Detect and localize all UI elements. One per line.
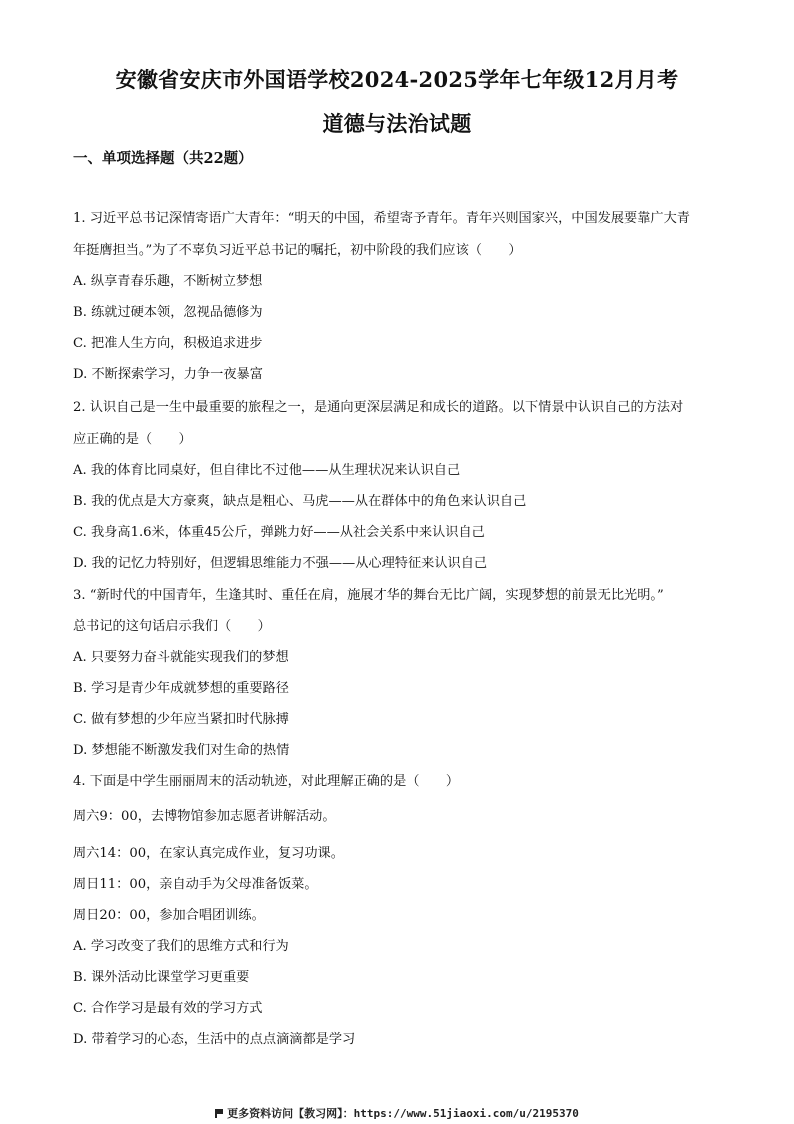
question-3-option-a: A. 只要努力奋斗就能实现我们的梦想 bbox=[73, 650, 289, 665]
footer-text[interactable]: 更多资料访问【教习网】：https://www.51jiaoxi.com/u/2195370 bbox=[227, 1107, 579, 1120]
question-4-activity-1: 周六9：00，去博物馆参加志愿者讲解活动。 bbox=[73, 809, 336, 824]
question-1-stem-line-2: 年挺膺担当。”为了不辜负习近平总书记的嘱托，初中阶段的我们应该（ ） bbox=[73, 243, 522, 258]
footer-link[interactable] bbox=[0, 1106, 794, 1122]
question-4-activity-4: 周日20：00，参加合唱团训练。 bbox=[73, 908, 265, 923]
question-4-option-b: B. 课外活动比课堂学习更重要 bbox=[73, 970, 250, 985]
question-1-option-d: D. 不断探索学习，力争一夜暴富 bbox=[73, 367, 263, 382]
question-4-option-d: D. 带着学习的心态，生活中的点点滴滴都是学习 bbox=[73, 1032, 356, 1047]
question-1-option-a: A. 纵享青春乐趣，不断树立梦想 bbox=[73, 274, 263, 289]
exam-title: 安徽省安庆市外国语学校2024-2025学年七年级12月月考 bbox=[115, 67, 679, 92]
question-2-stem-line-1: 2. 认识自己是一生中最重要的旅程之一，是通向更深层满足和成长的道路。以下情景中认识自己的方法对 bbox=[73, 400, 684, 415]
question-1-option-b: B. 练就过硬本领，忽视品德修为 bbox=[73, 305, 263, 320]
question-3-stem-line-1: 3. “新时代的中国青年，生逢其时、重任在肩，施展才华的舞台无比广阔，实现梦想的前景无比光明。” bbox=[73, 588, 664, 603]
question-3-stem-line-2: 总书记的这句话启示我们（ ） bbox=[73, 619, 271, 634]
question-2-option-a: A. 我的体育比同桌好，但自律比不过他——从生理状况来认识自己 bbox=[73, 463, 461, 478]
question-2-option-c: C. 我身高1.6米，体重45公斤，弹跳力好——从社会关系中来认识自己 bbox=[73, 525, 485, 540]
question-4-activity-3: 周日11：00，亲自动手为父母准备饭菜。 bbox=[73, 877, 318, 892]
exam-subject: 道德与法治试题 bbox=[322, 111, 472, 136]
question-2-option-b: B. 我的优点是大方豪爽，缺点是粗心、马虎——从在群体中的角色来认识自己 bbox=[73, 494, 527, 509]
question-3-option-c: C. 做有梦想的少年应当紧扣时代脉搏 bbox=[73, 712, 289, 727]
question-4-option-a: A. 学习改变了我们的思维方式和行为 bbox=[73, 939, 289, 954]
question-2-option-d: D. 我的记忆力特别好，但逻辑思维能力不强——从心理特征来认识自己 bbox=[73, 556, 488, 571]
question-3-option-b: B. 学习是青少年成就梦想的重要路径 bbox=[73, 681, 289, 696]
question-4-stem: 4. 下面是中学生丽丽周末的活动轨迹，对此理解正确的是（ ） bbox=[73, 774, 460, 789]
section-heading: 一、单项选择题（共22题） bbox=[73, 150, 253, 167]
flag-icon bbox=[215, 1109, 223, 1118]
question-2-stem-line-2: 应正确的是（ ） bbox=[73, 432, 192, 447]
question-1-stem-line-1: 1. 习近平总书记深情寄语广大青年：“明天的中国，希望寄予青年。青年兴则国家兴，中国发展要靠广大青 bbox=[73, 211, 690, 226]
question-4-activity-2: 周六14：00，在家认真完成作业，复习功课。 bbox=[73, 846, 344, 861]
question-1-option-c: C. 把准人生方向，积极追求进步 bbox=[73, 336, 263, 351]
question-3-option-d: D. 梦想能不断激发我们对生命的热情 bbox=[73, 743, 290, 758]
question-4-option-c: C. 合作学习是最有效的学习方式 bbox=[73, 1001, 263, 1016]
